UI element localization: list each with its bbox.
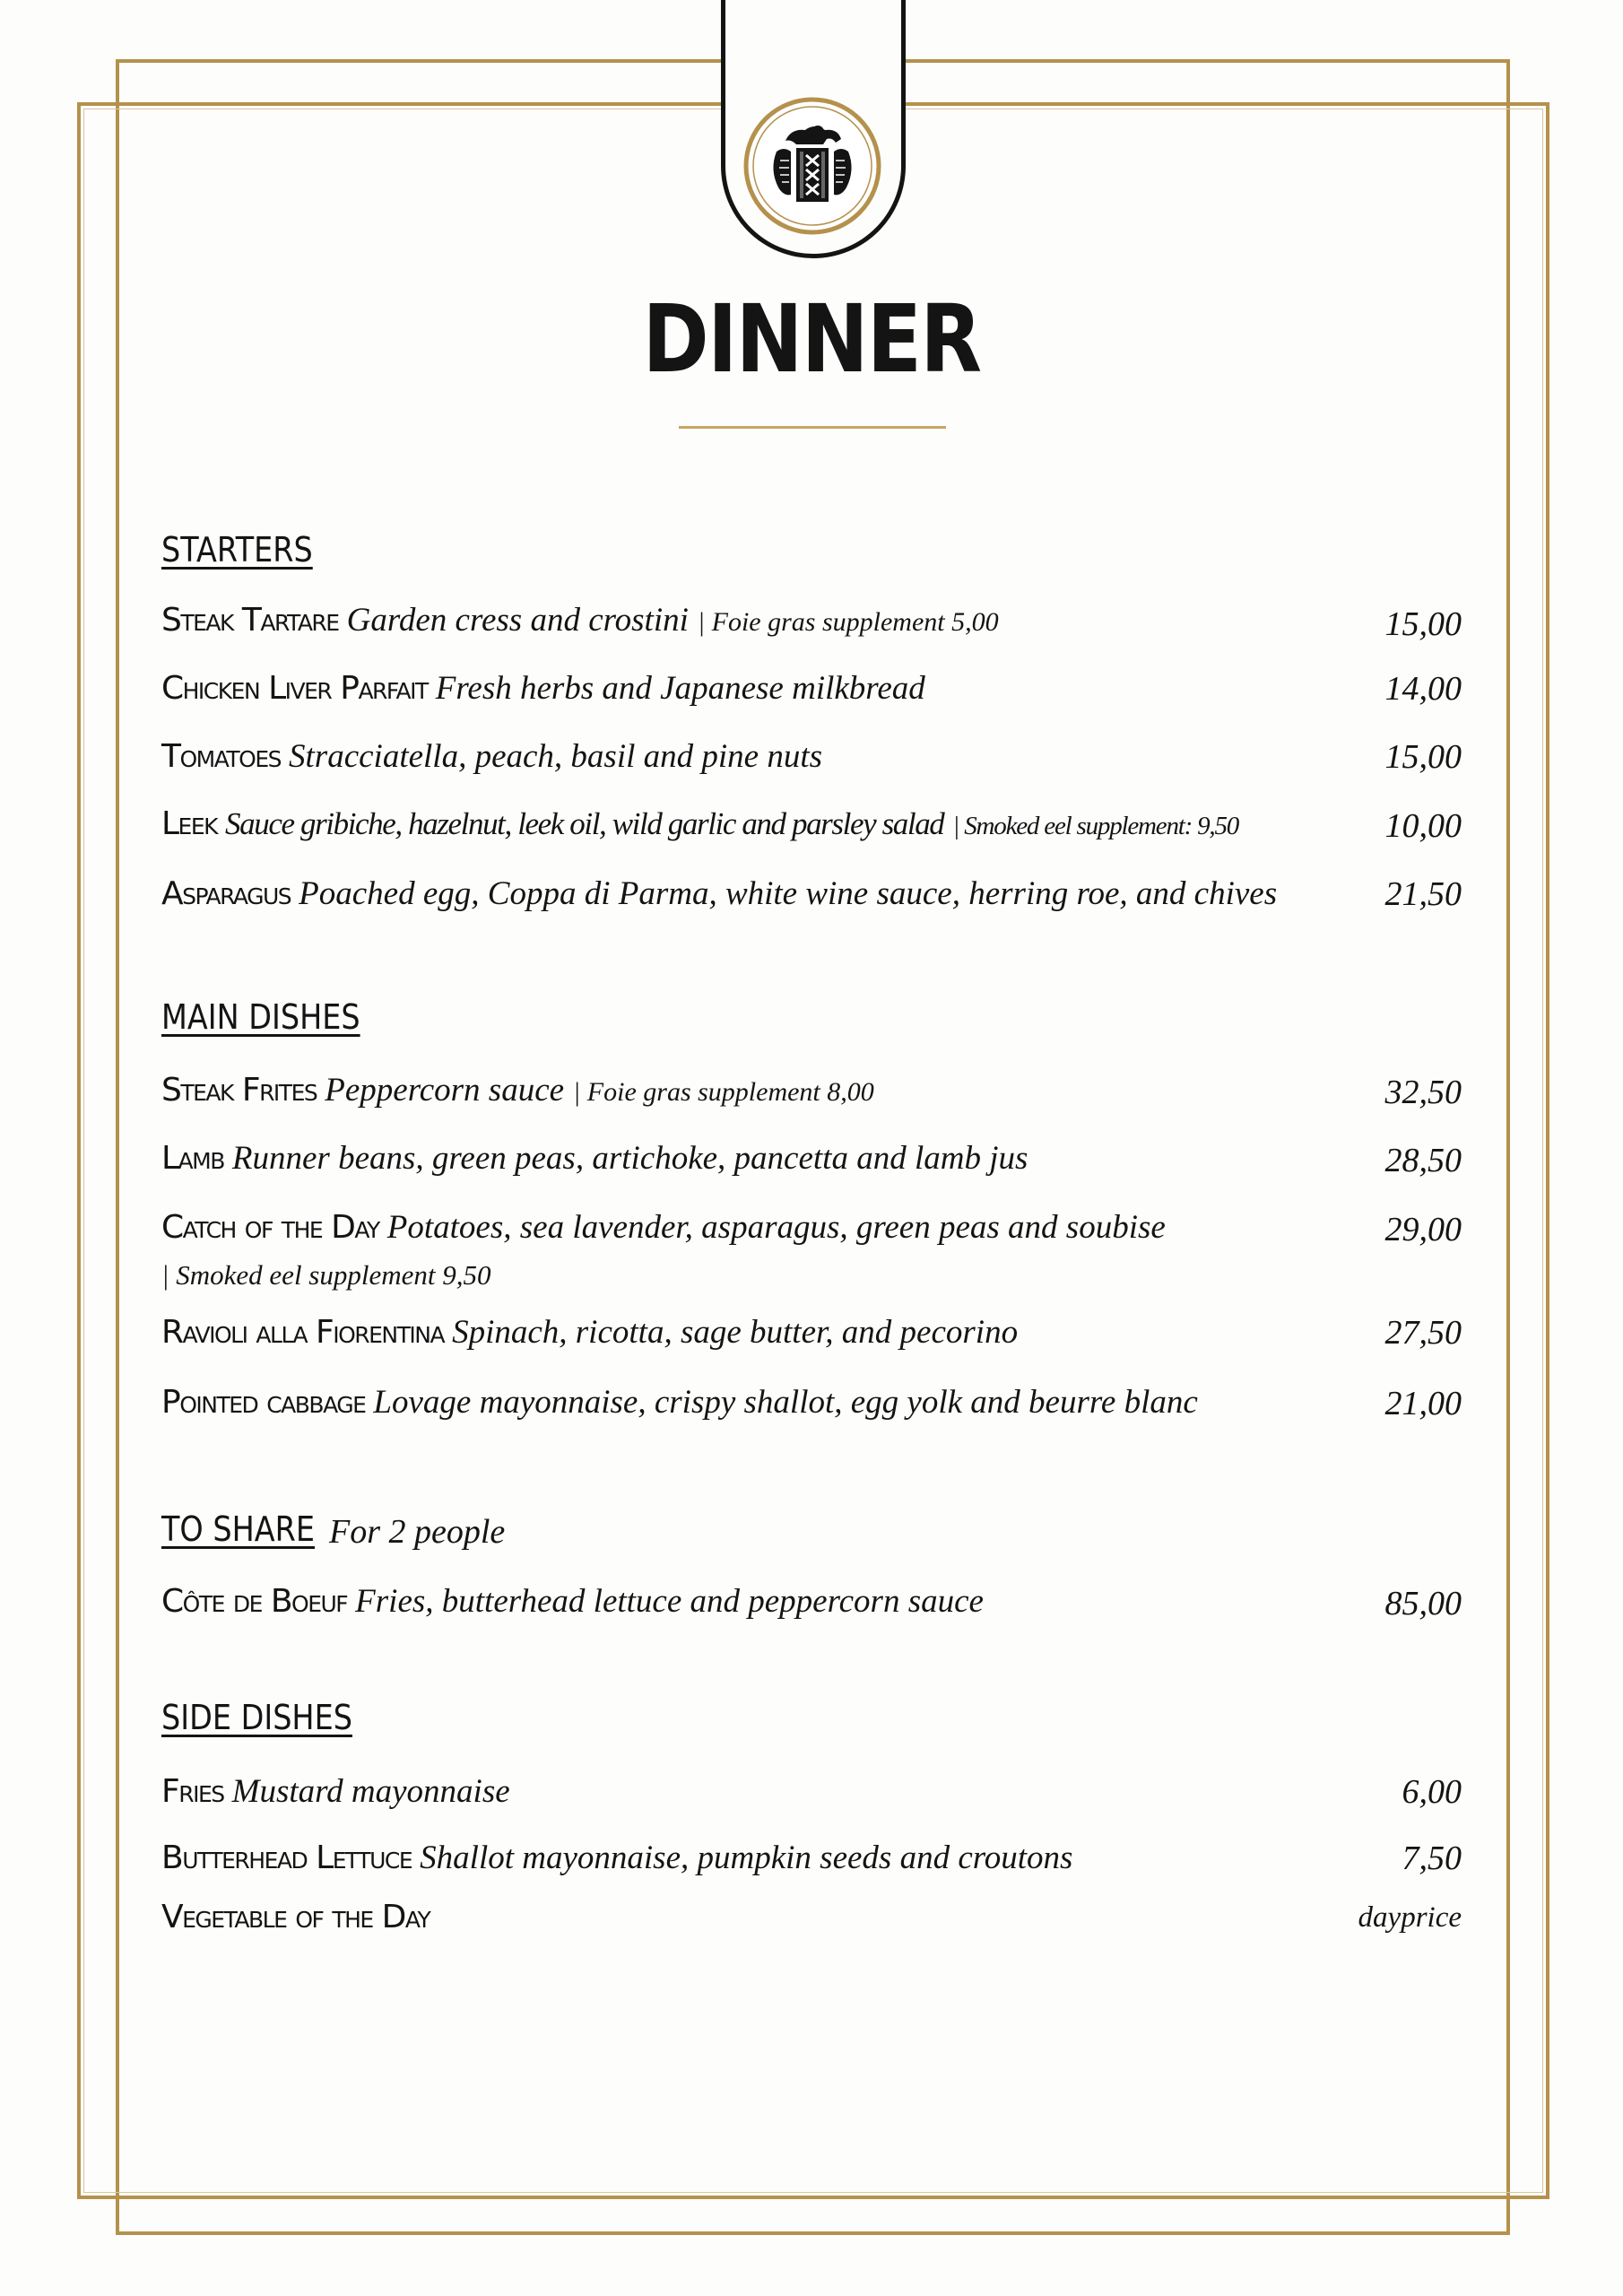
item-name: Côte de Boeuf <box>161 1583 348 1620</box>
item-supplement: | Foie gras supplement 8,00 <box>573 1077 874 1107</box>
item-description: Mustard mayonnaise <box>231 1773 510 1810</box>
section-heading-share: TO SHARE <box>161 1509 315 1549</box>
item-name: Butterhead Lettuce <box>161 1839 412 1876</box>
item-price: 29,00 <box>1384 1211 1462 1248</box>
item-name: Ravioli alla Fiorentina <box>161 1314 445 1351</box>
item-description: Poached egg, Coppa di Parma, white wine sauce, herring roe, and chives <box>299 875 1278 912</box>
menu-item <box>161 1314 1462 1352</box>
menu-item <box>161 1211 1462 1244</box>
item-name: Tomatoes <box>161 738 282 775</box>
item-description: Shallot mayonnaise, pumpkin seeds and croutons <box>420 1839 1073 1876</box>
item-price: 7,50 <box>1402 1839 1462 1877</box>
menu-item <box>161 1901 1462 1934</box>
title-divider <box>679 426 946 429</box>
menu-item <box>161 805 1462 842</box>
item-price: dayprice <box>1358 1901 1462 1934</box>
item-description: Garden cress and crostini <box>346 602 689 639</box>
item-description: Runner beans, green peas, artichoke, pancetta and lamb jus <box>231 1140 1028 1177</box>
item-name: Fries <box>161 1773 224 1810</box>
item-description: Fresh herbs and Japanese milkbread <box>435 670 925 707</box>
amsterdam-crest-icon <box>742 96 882 236</box>
item-description: Peppercorn sauce <box>325 1072 565 1109</box>
section-note: For 2 people <box>329 1513 506 1551</box>
menu-item <box>161 1839 1462 1877</box>
item-supplement: | Smoked eel supplement: 9,50 <box>952 812 1239 840</box>
item-name: Leek <box>161 805 218 842</box>
item-description: Spinach, ricotta, sage butter, and pecorino <box>452 1314 1019 1351</box>
menu-item <box>161 670 1462 708</box>
item-name: Catch of the Day <box>161 1209 379 1246</box>
item-price: 15,00 <box>1384 738 1462 776</box>
item-price: 28,50 <box>1384 1142 1462 1179</box>
menu-item <box>161 1072 1462 1111</box>
section-heading-sides: SIDE DISHES <box>161 1698 352 1737</box>
item-price: 21,00 <box>1384 1385 1462 1422</box>
item-description: Sauce gribiche, hazelnut, leek oil, wild garlic and parsley salad <box>225 806 944 841</box>
menu-item <box>161 1384 1462 1422</box>
item-name: Asparagus <box>161 875 291 912</box>
item-price: 6,00 <box>1402 1773 1462 1811</box>
page-title: DINNER <box>642 284 981 394</box>
item-description: Lovage mayonnaise, crispy shallot, egg yolk and beurre blanc <box>373 1384 1198 1421</box>
item-name: Pointed cabbage <box>161 1384 366 1421</box>
item-price: 32,50 <box>1384 1074 1462 1111</box>
item-name: Vegetable of the Day <box>161 1899 430 1935</box>
section-heading-mains: MAIN DISHES <box>161 997 360 1037</box>
menu-item <box>161 738 1462 776</box>
menu-item <box>161 875 1462 913</box>
item-price: 27,50 <box>1384 1314 1462 1352</box>
item-name: Chicken Liver Parfait <box>161 670 428 707</box>
menu-item <box>161 1773 1462 1811</box>
item-description: Potatoes, sea lavender, asparagus, green peas and soubise <box>386 1209 1166 1246</box>
item-price: 21,50 <box>1384 875 1462 913</box>
menu-item <box>161 604 1462 637</box>
item-price: 15,00 <box>1384 605 1462 643</box>
item-description: Fries, butterhead lettuce and peppercorn sauce <box>355 1583 984 1620</box>
item-price: 14,00 <box>1384 670 1462 708</box>
item-name: Steak Frites <box>161 1072 317 1109</box>
item-supplement: | Foie gras supplement 5,00 <box>697 607 999 637</box>
item-supplement: | Smoked eel supplement 9,50 <box>161 1259 491 1291</box>
item-description: Stracciatella, peach, basil and pine nuts <box>289 738 823 775</box>
item-name: Steak Tartare <box>161 602 339 639</box>
item-price: 85,00 <box>1384 1585 1462 1622</box>
menu-item <box>161 1585 1462 1618</box>
menu-item <box>161 1142 1462 1175</box>
item-price: 10,00 <box>1384 807 1462 845</box>
item-name: Lamb <box>161 1140 224 1177</box>
section-heading-starters: STARTERS <box>161 530 313 570</box>
